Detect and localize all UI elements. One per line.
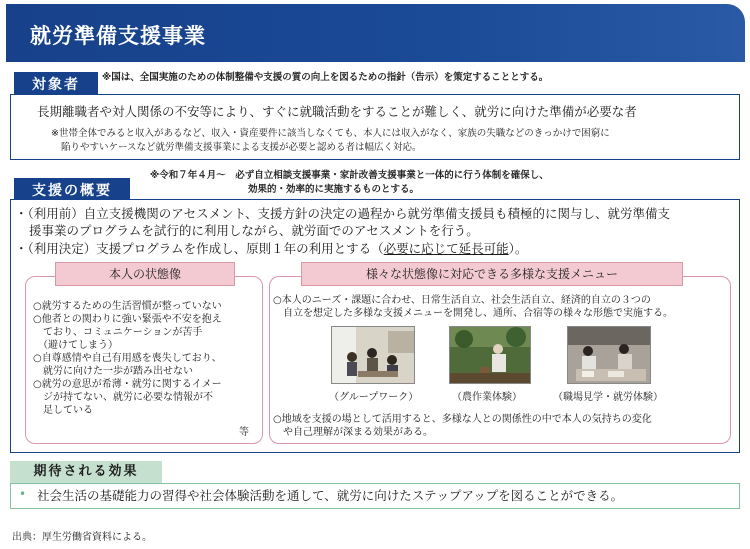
list-item: 足している xyxy=(33,405,93,416)
support-menu-outro-line2: や自己理解が深まる効果がある。 xyxy=(273,427,433,438)
list-item: ○自尊感情や自己有用感を喪失しており、 xyxy=(33,353,222,364)
effect-box xyxy=(10,483,740,509)
farm-work-photo xyxy=(449,326,531,384)
support-menu-outro-line1: ○地域を支援の場として活用すると、多様な人との関係性の中で本人の気持ちの変化 xyxy=(273,414,652,425)
title-bar xyxy=(6,4,745,62)
list-item: ○就労するための生活習慣が整っていない xyxy=(33,301,222,312)
list-item: （避けてしまう） xyxy=(33,340,118,351)
photo-caption: （職場見学・就労体験） xyxy=(553,392,663,403)
list-item: ジが持てない、就労に必要な情報が不 xyxy=(33,392,213,403)
list-item: ており、コミュニケーションが苦手 xyxy=(33,327,203,338)
workplace-photo xyxy=(567,326,651,384)
overview-bullet2 xyxy=(15,240,527,257)
support-menu-intro-line2: 自立を想定した多様な支援メニューを開発し、通所、合宿等の様々な形態で実施する。 xyxy=(273,308,673,319)
overview-bullet2-prefix: ・（利用決定）支援プログラムを作成し、原則１年の利用とする（ xyxy=(15,241,384,256)
effect-text: 社会生活の基礎能力の習得や社会体験活動を通して、就労に向けたステップアップを図ることができる。 xyxy=(37,488,624,503)
target-sub-line1: ※世帯全体でみると収入があるなど、収入・資産要件に該当しなくても、本人には収入がなく、家族の失職などのきっかけで困窮に xyxy=(51,128,610,139)
effect-label: 期待される効果 xyxy=(10,461,162,483)
overview-bullet1-line2: 援事業のプログラムを試行的に利用しながら、就労面でのアセスメントを行う。 xyxy=(29,223,479,238)
list-item: ○他者との関わりに強い緊張や不安を抱え xyxy=(33,314,222,325)
overview-note-line1: ※令和７年４月～ 必ず自立相談支援事業・家計改善支援事業と一体的に行う体制を確保し、 xyxy=(150,170,549,181)
support-menu-intro-line1: ○本人のニーズ・課題に合わせ、日常生活自立、社会生活自立、経済的自立の３つの xyxy=(273,295,651,306)
target-note: ※国は、全国実施のための体制整備や支援の質の向上を図るための指針（告示）を策定することとする。 xyxy=(102,72,549,83)
support-menu-tab: 様々な状態像に対応できる多様な支援メニュー xyxy=(301,262,683,286)
overview-bullet1-line1: ・（利用前）自立支援機関のアセスメント、支援方針の決定の過程から就労準備支援員も積極的に関与し、就労準備支 xyxy=(15,206,671,221)
photo-caption: （グループワーク） xyxy=(329,392,419,403)
overview-label: 支援の概要 xyxy=(14,178,130,202)
target-label: 対象者 xyxy=(14,72,98,96)
page-title: 就労準備支援事業 xyxy=(30,24,206,48)
source-note: 出典：厚生労働省資料による。 xyxy=(12,532,152,543)
effect-bullet: • xyxy=(19,487,27,501)
group-work-photo xyxy=(331,326,415,384)
overview-box xyxy=(10,199,740,453)
target-box xyxy=(10,94,740,160)
person-state-list xyxy=(33,300,222,417)
photo-caption: （農作業体験） xyxy=(452,392,522,403)
extension-note: 必要に応じて延長可能 xyxy=(383,241,509,256)
person-state-etc: 等 xyxy=(239,427,249,438)
target-main-text: 長期離職者や対人関係の不安等により、すぐに就職活動をすることが難しく、就労に向けた準備が必要な者 xyxy=(37,104,637,119)
target-sub-line2: 陥りやすいケースなど就労準備支援事業による支援が必要と認める者は幅広く対応。 xyxy=(61,142,422,153)
list-item: ○就労の意思が希薄・就労に関するイメー xyxy=(33,379,222,390)
list-item: 就労に向けた一歩が踏み出せない xyxy=(33,366,193,377)
overview-bullet2-suffix: ）。 xyxy=(508,241,528,256)
person-state-tab: 本人の状態像 xyxy=(55,262,235,286)
overview-note-line2: 効果的・効率的に実施するものとする。 xyxy=(248,184,420,195)
